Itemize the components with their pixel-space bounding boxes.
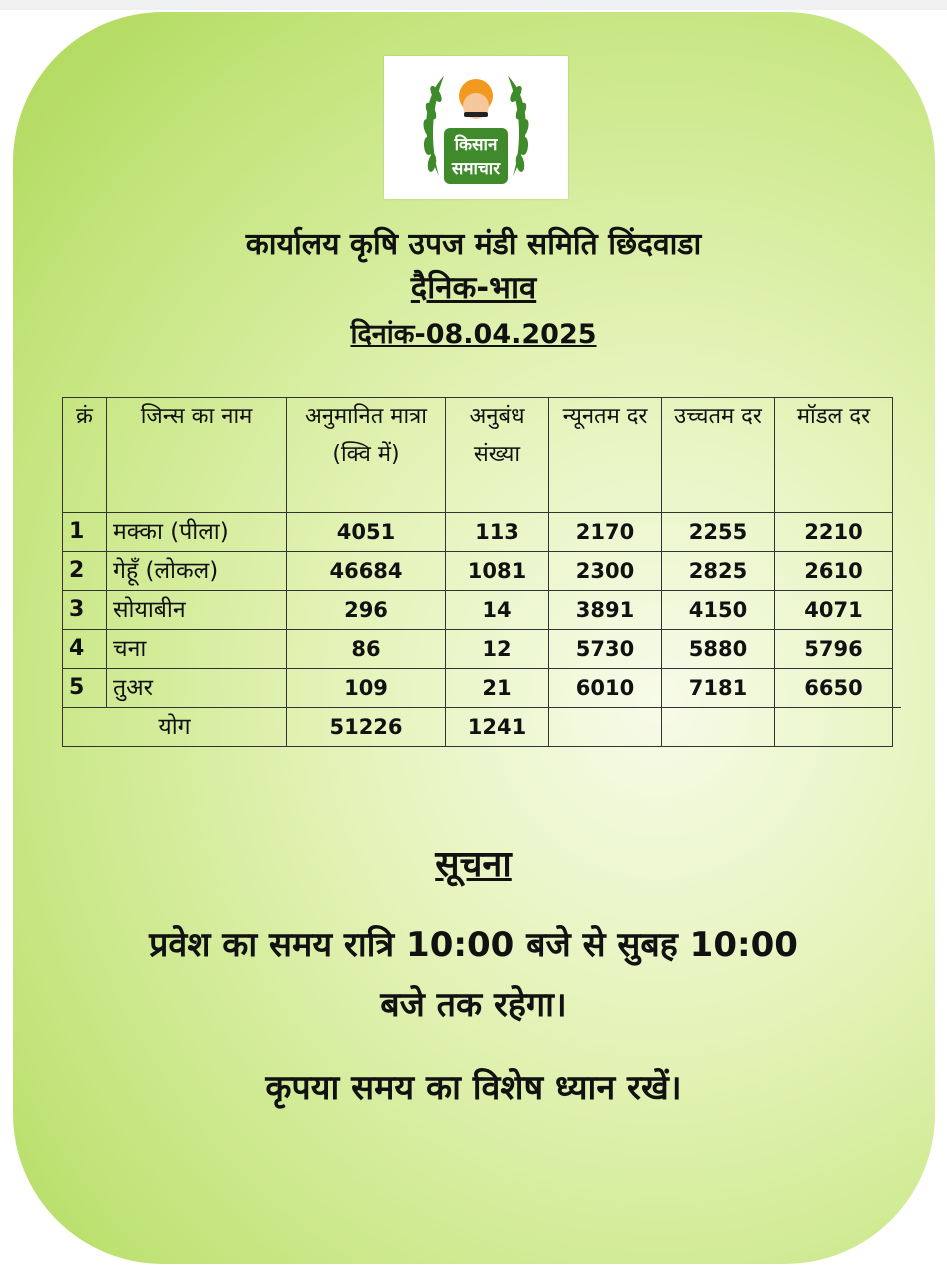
row-spacer bbox=[893, 669, 901, 708]
row-modal-rate: 4071 bbox=[775, 591, 893, 630]
row-quantity: 4051 bbox=[287, 513, 446, 552]
total-quantity: 51226 bbox=[287, 708, 446, 747]
date-heading: दिनांक-08.04.2025 bbox=[350, 319, 597, 350]
column-header-spacer bbox=[893, 398, 901, 513]
row-spacer bbox=[893, 513, 901, 552]
row-spacer bbox=[893, 552, 901, 591]
row-contracts: 21 bbox=[446, 669, 549, 708]
column-header-quantity: अनुमानित मात्रा (क्वि में) bbox=[287, 398, 446, 513]
row-spacer bbox=[893, 591, 901, 630]
column-header-sn: क्रं bbox=[63, 398, 107, 513]
row-min-rate: 3891 bbox=[549, 591, 662, 630]
row-commodity: सोयाबीन bbox=[107, 591, 287, 630]
table-row bbox=[63, 630, 901, 669]
column-header-contracts: अनुबंध संख्या bbox=[446, 398, 549, 513]
row-spacer bbox=[893, 630, 901, 669]
column-header-max-rate: उच्चतम दर bbox=[662, 398, 775, 513]
total-label: योग bbox=[63, 708, 287, 747]
row-quantity: 46684 bbox=[287, 552, 446, 591]
row-sn: 3 bbox=[63, 591, 107, 630]
total-empty-cell bbox=[893, 708, 901, 747]
row-contracts: 113 bbox=[446, 513, 549, 552]
notice-line-2: बजे तक रहेगा। bbox=[380, 985, 567, 1025]
column-header-min-rate: न्यूनतम दर bbox=[549, 398, 662, 513]
logo-text-line2: समाचार bbox=[451, 159, 501, 179]
table-row bbox=[63, 591, 901, 630]
row-commodity: तुअर bbox=[107, 669, 287, 708]
row-max-rate: 2255 bbox=[662, 513, 775, 552]
total-empty-cell bbox=[662, 708, 775, 747]
row-min-rate: 6010 bbox=[549, 669, 662, 708]
row-modal-rate: 2210 bbox=[775, 513, 893, 552]
row-min-rate: 5730 bbox=[549, 630, 662, 669]
row-modal-rate: 2610 bbox=[775, 552, 893, 591]
row-sn: 4 bbox=[63, 630, 107, 669]
table-row bbox=[63, 669, 901, 708]
rates-table bbox=[62, 397, 901, 747]
logo-text-line1: किसान bbox=[454, 135, 498, 155]
total-row bbox=[63, 708, 901, 747]
row-commodity: मक्का (पीला) bbox=[107, 513, 287, 552]
column-header-commodity: जिन्स का नाम bbox=[107, 398, 287, 513]
table-header-row bbox=[63, 398, 901, 513]
total-empty-cell bbox=[549, 708, 662, 747]
notice-line-1: प्रवेश का समय रात्रि 10:00 बजे से सुबह 10:00 bbox=[149, 925, 798, 965]
table-row bbox=[63, 513, 901, 552]
row-contracts: 12 bbox=[446, 630, 549, 669]
office-title: कार्यालय कृषि उपज मंडी समिति छिंदवाडा bbox=[245, 227, 702, 262]
daily-rates-heading: दैनिक-भाव bbox=[410, 270, 537, 306]
kisan-samachar-logo bbox=[384, 56, 568, 199]
row-max-rate: 4150 bbox=[662, 591, 775, 630]
row-modal-rate: 5796 bbox=[775, 630, 893, 669]
row-max-rate: 2825 bbox=[662, 552, 775, 591]
row-commodity: चना bbox=[107, 630, 287, 669]
row-modal-rate: 6650 bbox=[775, 669, 893, 708]
row-min-rate: 2170 bbox=[549, 513, 662, 552]
row-commodity: गेहूँ (लोकल) bbox=[107, 552, 287, 591]
total-empty-cell bbox=[775, 708, 893, 747]
notice-line-3: कृपया समय का विशेष ध्यान रखें। bbox=[265, 1068, 682, 1108]
row-min-rate: 2300 bbox=[549, 552, 662, 591]
notice-heading: सूचना bbox=[435, 844, 512, 885]
column-header-modal-rate: मॉडल दर bbox=[775, 398, 893, 513]
row-contracts: 14 bbox=[446, 591, 549, 630]
row-contracts: 1081 bbox=[446, 552, 549, 591]
row-max-rate: 5880 bbox=[662, 630, 775, 669]
row-max-rate: 7181 bbox=[662, 669, 775, 708]
row-sn: 1 bbox=[63, 513, 107, 552]
row-quantity: 296 bbox=[287, 591, 446, 630]
total-contracts: 1241 bbox=[446, 708, 549, 747]
top-strip bbox=[0, 0, 947, 10]
row-quantity: 86 bbox=[287, 630, 446, 669]
table-row bbox=[63, 552, 901, 591]
row-sn: 2 bbox=[63, 552, 107, 591]
row-quantity: 109 bbox=[287, 669, 446, 708]
row-sn: 5 bbox=[63, 669, 107, 708]
